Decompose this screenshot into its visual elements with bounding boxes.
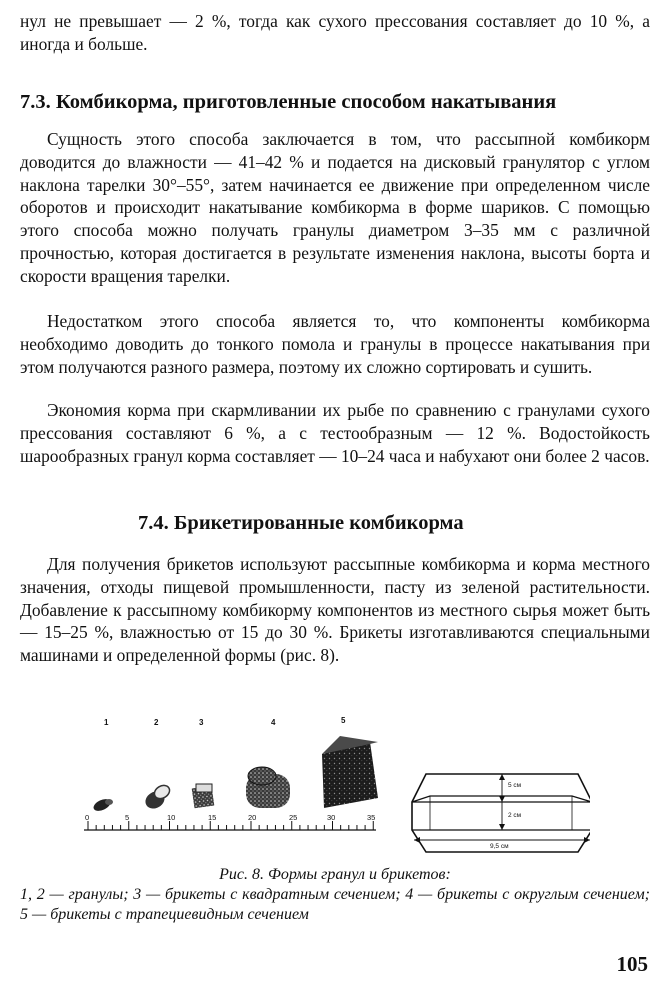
briquette-trapezoid-shape xyxy=(322,736,378,808)
granule-1-shape xyxy=(92,797,113,814)
granule-2-shape xyxy=(142,783,172,812)
briquette-round-shape xyxy=(246,767,290,808)
ruler-label: 20 xyxy=(248,813,257,822)
figure-item-number: 4 xyxy=(271,718,276,727)
centimeter-ruler xyxy=(84,821,376,830)
figure-item-number: 5 xyxy=(341,716,346,725)
briquette-cross-section-diagram xyxy=(412,774,590,852)
figure-caption-title: Рис. 8. Формы гранул и брикетов: xyxy=(219,866,451,883)
page-number: 105 xyxy=(616,952,648,976)
figure-item-number: 3 xyxy=(199,718,204,727)
dimension-edge-label: 2 см xyxy=(508,812,522,819)
section-7-3-title: 7.3. Комбикорма, приготовленные способом накатывания xyxy=(20,91,557,113)
ruler-label: 0 xyxy=(85,813,90,822)
section-7-4-paragraph: Для получения брикетов используют рассыпные комбикорма и корма местного значения, отходы пищевой промышленности, пасту из зеленой растительности. Добавление к рассыпному комбикорму компонентов из местного сырья может быть — 15–25 %, влажностью от 15 до 30 %. Брикеты изготавливаются специальными машинами и определенной формы (рис. 8). xyxy=(20,554,650,666)
ruler-label: 30 xyxy=(327,813,336,822)
section-7-4-title: 7.4. Брикетированные комбикорма xyxy=(138,512,464,534)
ruler-label: 25 xyxy=(289,813,298,822)
figure-item-number: 2 xyxy=(154,718,159,727)
top-paragraph: нул не превышает — 2 %, тогда как сухого прессования составляет до 10 %, а иногда и больше. xyxy=(20,11,650,54)
dimension-height-label: 5 см xyxy=(508,782,522,789)
figure-item-number: 1 xyxy=(104,718,109,727)
ruler-label: 15 xyxy=(208,813,217,822)
figure-caption-body: 1, 2 — гранулы; 3 — брикеты с квадратным сечением; 4 — брикеты с округлым сечением; 5 — брикеты с трапециевидным сечением xyxy=(20,886,650,923)
figure-8 xyxy=(78,712,590,862)
briquette-square-shape xyxy=(192,784,215,808)
section-7-3-paragraph-3: Экономия корма при скармливании их рыбе по сравнению с гранулами сухого прессования составляют 6 %, а с тестообразным — 12 %. Водостойкость шарообразных гранул корма составляет — 10–24 часа и набухают они более 2 часов. xyxy=(20,400,650,466)
section-7-3-paragraph-1: Сущность этого способа заключается в том, что рассыпной комбикорм доводится до влажности — 41–42 % и подается на дисковый гранулятор с углом наклона тарелки 30°–55°, затем начинается ее движение при определенном числе оборотов и происходит накатывание комбикорма в форме шариков. С помощью этого способа можно получать гранулы диаметром 3–35 мм с различной прочностью, которая достигается в результате изменения наклона, высоты борта и скорости вращения тарелки. xyxy=(20,129,650,286)
ruler-label: 10 xyxy=(167,813,176,822)
section-7-3-paragraph-2: Недостатком этого способа является то, что компоненты комбикорма необходимо доводить до тонкого помола и гранулы в процессе накатывания при этом получаются разного размера, поэтому их сложно сортировать и сушить. xyxy=(20,311,650,377)
dimension-width-label: 9,5 см xyxy=(490,843,509,850)
ruler-label: 5 xyxy=(125,813,130,822)
ruler-label: 35 xyxy=(367,813,376,822)
